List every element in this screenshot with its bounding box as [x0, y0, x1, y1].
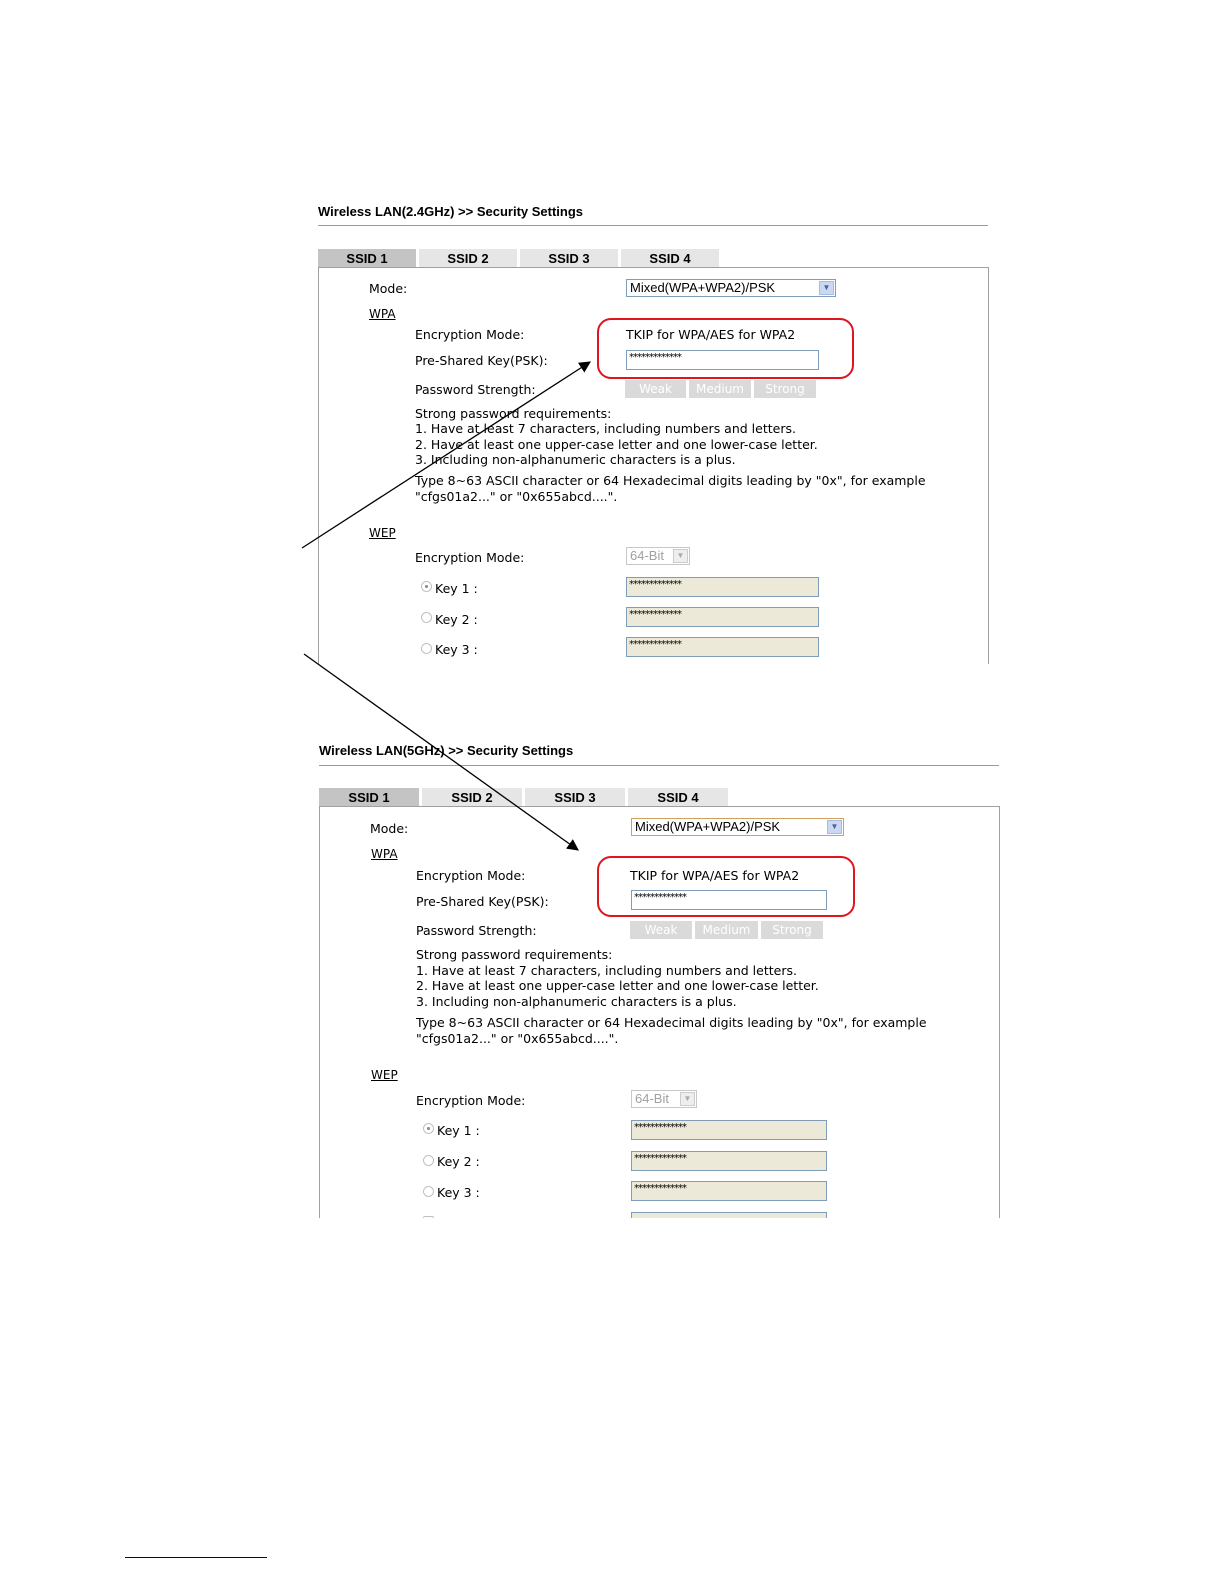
requirement-3: 3. Including non-alphanumeric characters is a plus.: [415, 452, 736, 467]
key-format-example: "cfgs01a2..." or "0x655abcd....".: [415, 489, 618, 504]
wep-encryption-label: Encryption Mode:: [416, 1093, 526, 1108]
arrow-to-2-4ghz: [302, 362, 590, 548]
wpa-section-label: WPA: [369, 307, 396, 321]
wep-encryption-label: Encryption Mode:: [415, 550, 525, 565]
requirements-title: Strong password requirements:: [415, 406, 612, 421]
key-format-example: "cfgs01a2..." or "0x655abcd....".: [416, 1031, 619, 1046]
key-3-label: Key 3 :: [437, 1185, 480, 1200]
page-title: Wireless LAN(5GHz) >> Security Settings: [319, 743, 574, 758]
requirement-2: 2. Have at least one upper-case letter and one lower-case letter.: [416, 978, 819, 993]
key-2-input[interactable]: *************: [631, 1151, 827, 1171]
tab-ssid-3[interactable]: SSID 3: [520, 248, 618, 267]
psk-label: Pre-Shared Key(PSK):: [416, 894, 549, 909]
wpa-encryption-label: Encryption Mode:: [416, 868, 526, 883]
strength-medium: Medium: [689, 380, 751, 398]
wep-encryption-value: 64-Bit: [630, 548, 664, 563]
wpa-encryption-value: TKIP for WPA/AES for WPA2: [630, 868, 800, 883]
password-strength-label: Password Strength:: [415, 382, 536, 397]
password-strength-label: Password Strength:: [416, 923, 537, 938]
mode-label: Mode:: [369, 281, 408, 296]
tab-ssid-4[interactable]: SSID 4: [621, 248, 719, 267]
wep-section-label: WEP: [371, 1068, 398, 1082]
chevron-down-icon: ▼: [680, 1092, 695, 1106]
key-format-hint: Type 8~63 ASCII character or 64 Hexadecimal digits leading by "0x", for example: [416, 1015, 927, 1030]
strength-strong: Strong: [761, 921, 823, 939]
requirements-title: Strong password requirements:: [416, 947, 613, 962]
requirement-1: 1. Have at least 7 characters, including numbers and letters.: [416, 963, 797, 978]
key-2-label: Key 2 :: [437, 1154, 480, 1169]
chevron-down-icon: ▼: [673, 549, 688, 563]
psk-label: Pre-Shared Key(PSK):: [415, 353, 548, 368]
tab-ssid-1[interactable]: SSID 1: [319, 787, 419, 806]
chevron-down-icon: ▼: [827, 820, 842, 834]
requirement-3: 3. Including non-alphanumeric characters is a plus.: [416, 994, 737, 1009]
wep-section-label: WEP: [369, 526, 396, 540]
wpa-encryption-value: TKIP for WPA/AES for WPA2: [626, 327, 796, 342]
key-2-label: Key 2 :: [435, 612, 478, 627]
psk-input[interactable]: *************: [631, 890, 827, 910]
key-3-label: Key 3 :: [435, 642, 478, 657]
strength-strong: Strong: [754, 380, 816, 398]
mode-label: Mode:: [370, 821, 409, 836]
psk-input[interactable]: *************: [626, 350, 819, 370]
mode-select-value: Mixed(WPA+WPA2)/PSK: [635, 819, 781, 834]
page-title: Wireless LAN(2.4GHz) >> Security Settings: [318, 204, 584, 219]
tab-ssid-4[interactable]: SSID 4: [628, 787, 728, 806]
key-format-hint: Type 8~63 ASCII character or 64 Hexadecimal digits leading by "0x", for example: [415, 473, 926, 488]
key-1-label: Key 1 :: [437, 1123, 480, 1138]
strength-weak: Weak: [625, 380, 686, 398]
strength-medium: Medium: [695, 921, 758, 939]
requirement-2: 2. Have at least one upper-case letter and one lower-case letter.: [415, 437, 818, 452]
key-3-input[interactable]: *************: [626, 637, 819, 657]
key-3-input[interactable]: *************: [631, 1181, 827, 1201]
strength-weak: Weak: [630, 921, 692, 939]
tab-ssid-1[interactable]: SSID 1: [318, 248, 416, 267]
mode-select-value: Mixed(WPA+WPA2)/PSK: [630, 280, 776, 295]
wep-encryption-value: 64-Bit: [635, 1091, 669, 1106]
tab-ssid-2[interactable]: SSID 2: [419, 248, 517, 267]
tab-ssid-2[interactable]: SSID 2: [422, 787, 522, 806]
wpa-encryption-label: Encryption Mode:: [415, 327, 525, 342]
tab-ssid-3[interactable]: SSID 3: [525, 787, 625, 806]
wpa-section-label: WPA: [371, 847, 398, 861]
key-1-input[interactable]: *************: [631, 1120, 827, 1140]
key-1-label: Key 1 :: [435, 581, 478, 596]
arrow-to-5ghz: [304, 654, 578, 850]
key-2-input[interactable]: *************: [626, 607, 819, 627]
chevron-down-icon: ▼: [819, 281, 834, 295]
key-1-input[interactable]: *************: [626, 577, 819, 597]
requirement-1: 1. Have at least 7 characters, including numbers and letters.: [415, 421, 796, 436]
footnote-rule: [125, 1557, 267, 1558]
